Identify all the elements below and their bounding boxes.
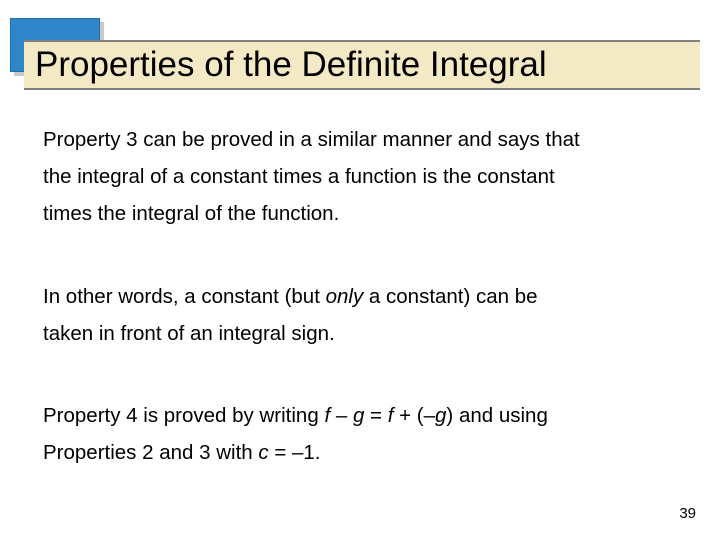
text-run: a constant) can be xyxy=(363,285,538,308)
math-operator: = xyxy=(364,404,388,427)
text-line xyxy=(43,434,693,471)
paragraph-property-3 xyxy=(43,121,693,232)
paragraph-property-4 xyxy=(43,397,693,471)
math-variable-c: c xyxy=(258,441,269,464)
math-variable-g: g xyxy=(352,404,365,427)
text-line xyxy=(43,278,693,315)
paragraph-other-words xyxy=(43,278,693,352)
page-title: Properties of the Definite Integral xyxy=(35,45,547,84)
text-run: Property 4 is proved by writing xyxy=(43,404,325,427)
page-number: 39 xyxy=(679,505,696,522)
math-variable-f: f xyxy=(387,404,394,427)
text-run: In other words, a constant (but xyxy=(43,285,326,308)
text-line: the integral of a constant times a function is the constant xyxy=(43,165,555,188)
text-run: Properties 2 and 3 with xyxy=(43,441,259,464)
text-line: Property 3 can be proved in a similar manner and says that xyxy=(43,128,580,151)
text-run: ) and using xyxy=(446,404,548,427)
math-operator: – xyxy=(330,404,353,427)
math-operator: + (– xyxy=(393,404,436,427)
emphasis-only: only xyxy=(325,285,364,308)
math-variable-g: g xyxy=(435,404,447,427)
text-line xyxy=(43,397,693,434)
text-line: taken in front of an integral sign. xyxy=(43,322,335,345)
math-variable-f: f xyxy=(324,404,331,427)
text-line: times the integral of the function. xyxy=(43,202,340,225)
text-run: = –1. xyxy=(268,441,321,464)
